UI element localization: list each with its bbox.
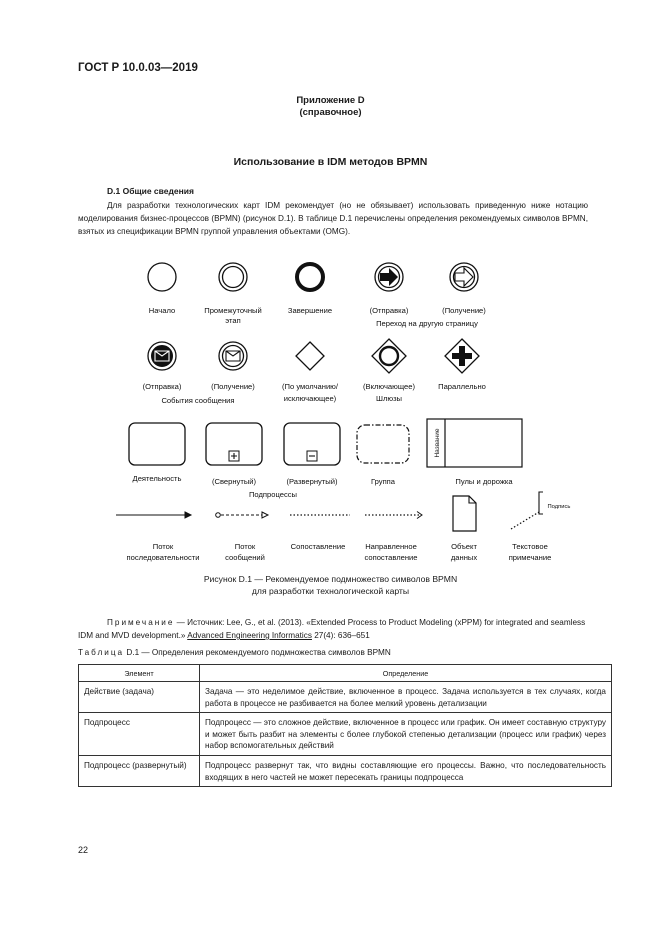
col-header-definition: Определение bbox=[200, 665, 612, 682]
end-event-icon bbox=[297, 264, 323, 290]
label-directed-1: Направленное bbox=[365, 542, 417, 551]
collapsed-subprocess-icon bbox=[206, 423, 262, 465]
label-seq-1: Поток bbox=[152, 542, 174, 551]
label-message-catch: (Получение) bbox=[211, 382, 255, 391]
text-annotation-icon bbox=[511, 492, 543, 529]
appendix-type: (справочное) bbox=[299, 107, 362, 118]
table-caption-prefix: Таблица bbox=[78, 648, 125, 657]
figure-labels bbox=[127, 306, 571, 562]
appendix-label: Приложение D bbox=[296, 95, 365, 106]
label-collapsed: (Свернутый) bbox=[211, 477, 257, 486]
table-row bbox=[79, 713, 612, 756]
section-heading: D.1 Общие сведения bbox=[107, 186, 194, 196]
label-message-group: События сообщения bbox=[161, 396, 235, 405]
annotation-sample-text: Подпись bbox=[547, 504, 571, 510]
label-link-group: Переход на другую страницу bbox=[376, 319, 478, 328]
start-event-icon bbox=[148, 263, 176, 291]
label-gateways: Шлюзы bbox=[375, 394, 403, 403]
figure-note bbox=[78, 616, 588, 642]
section-paragraph: Для разработки технологических карт IDM рекомендует (но не обязывает) использовать приведенную ниже нотацию моделирования бизнес-процессов (BPMN) (рисунок D.1). В таблице D.1 перечислены определения рекомендуемых символов BPMN, взятых из спецификации BPMN группой управления объектами (OMG). bbox=[78, 201, 588, 236]
message-catch-icon bbox=[219, 342, 247, 370]
activity-icon bbox=[129, 423, 185, 465]
expanded-subprocess-icon bbox=[284, 423, 340, 465]
label-data-object-2: данных bbox=[450, 553, 478, 562]
data-object-icon bbox=[453, 496, 476, 531]
pool-lane-icon bbox=[427, 419, 522, 467]
note-text: — Источник: Lee, G., et al. (2013). «Extended Process to Product Modeling (xPPM) for integrated and seamless IDM and MVD development.» bbox=[78, 618, 586, 640]
label-seq-2: последовательности bbox=[126, 553, 200, 562]
label-pool: Пулы и дорожка bbox=[455, 477, 513, 486]
label-message-throw: (Отправка) bbox=[142, 382, 182, 391]
bpmn-figure bbox=[78, 252, 588, 572]
inclusive-gateway-icon bbox=[372, 339, 406, 373]
intermediate-event-icon bbox=[219, 263, 247, 291]
cell-definition: Задача — это неделимое действие, включенное в процесс. Задача используется в тех случаях, когда работа в процессе не разбивается на более мелкий уровень детализации bbox=[200, 682, 612, 713]
label-parallel: Параллельно bbox=[438, 382, 486, 391]
label-link-catch: (Получение) bbox=[442, 306, 486, 315]
definitions-table bbox=[78, 664, 612, 787]
label-subprocess-group: Подпроцессы bbox=[248, 490, 298, 499]
label-inclusive: (Включающее) bbox=[363, 382, 415, 391]
page-number: 22 bbox=[78, 845, 89, 855]
note-prefix: Примечание bbox=[107, 618, 175, 627]
label-annotation-1: Текстовое bbox=[512, 542, 548, 551]
sequence-flow-icon bbox=[116, 512, 191, 518]
label-end: Завершение bbox=[287, 306, 333, 315]
directed-association-icon bbox=[365, 512, 422, 519]
label-group: Группа bbox=[370, 477, 396, 486]
table-caption-text: D.1 — Определения рекомендуемого подмножества символов BPMN bbox=[124, 648, 391, 657]
table-row bbox=[79, 682, 612, 713]
label-association: Сопоставление bbox=[290, 542, 346, 551]
label-data-object-1: Объект bbox=[451, 542, 477, 551]
message-throw-icon bbox=[148, 342, 176, 370]
table-header-row bbox=[79, 665, 612, 682]
link-throw-icon bbox=[375, 263, 403, 291]
table-caption bbox=[78, 648, 391, 657]
pool-name-label: Название bbox=[434, 428, 441, 458]
label-intermediate-2: этап bbox=[225, 316, 241, 325]
cell-element: Подпроцесс (развернутый) bbox=[79, 755, 200, 786]
label-directed-2: сопоставление bbox=[364, 553, 418, 562]
label-intermediate-1: Промежуточный bbox=[204, 306, 262, 315]
label-activity: Деятельность bbox=[132, 474, 182, 483]
figure-caption-line-2: для разработки технологической карты bbox=[251, 586, 410, 596]
label-link-throw: (Отправка) bbox=[369, 306, 409, 315]
label-expanded: (Развернутый) bbox=[286, 477, 338, 486]
cell-definition: Подпроцесс — это сложное действие, включенное в процесс или график. Он имеет составную структуру и может быть разбит на элементы с более глубокой степенью детализации (процесс или график) через набор вспомогательных действий bbox=[200, 713, 612, 756]
note-journal: Advanced Engineering Informatics bbox=[187, 631, 312, 640]
document-header: ГОСТ Р 10.0.03—2019 bbox=[78, 62, 198, 74]
note-ref: 27(4): 636–651 bbox=[311, 631, 370, 640]
label-exclusive-1: (По умолчанию/ bbox=[282, 382, 338, 391]
cell-element: Действие (задача) bbox=[79, 682, 200, 713]
cell-definition: Подпроцесс развернут так, что видны составляющие его процессы. Важно, что последовательность входящих в него частей не может пересекать границы подпроцесса bbox=[200, 755, 612, 786]
label-msg-1: Поток bbox=[234, 542, 256, 551]
label-exclusive-2: исключающее) bbox=[283, 394, 337, 403]
appendix-title: Использование в IDM методов BPMN bbox=[233, 156, 428, 168]
message-flow-icon bbox=[216, 512, 268, 518]
cell-element: Подпроцесс bbox=[79, 713, 200, 756]
col-header-element: Элемент bbox=[79, 665, 200, 682]
exclusive-gateway-icon bbox=[296, 342, 324, 370]
table-row bbox=[79, 755, 612, 786]
label-start: Начало bbox=[148, 306, 176, 315]
parallel-gateway-icon bbox=[445, 339, 479, 373]
link-catch-icon bbox=[450, 263, 478, 291]
figure-caption-line-1: Рисунок D.1 — Рекомендуемое подмножество символов BPMN bbox=[203, 574, 458, 584]
label-annotation-2: примечание bbox=[508, 553, 552, 562]
group-icon bbox=[357, 425, 409, 463]
label-msg-2: сообщений bbox=[225, 553, 265, 562]
